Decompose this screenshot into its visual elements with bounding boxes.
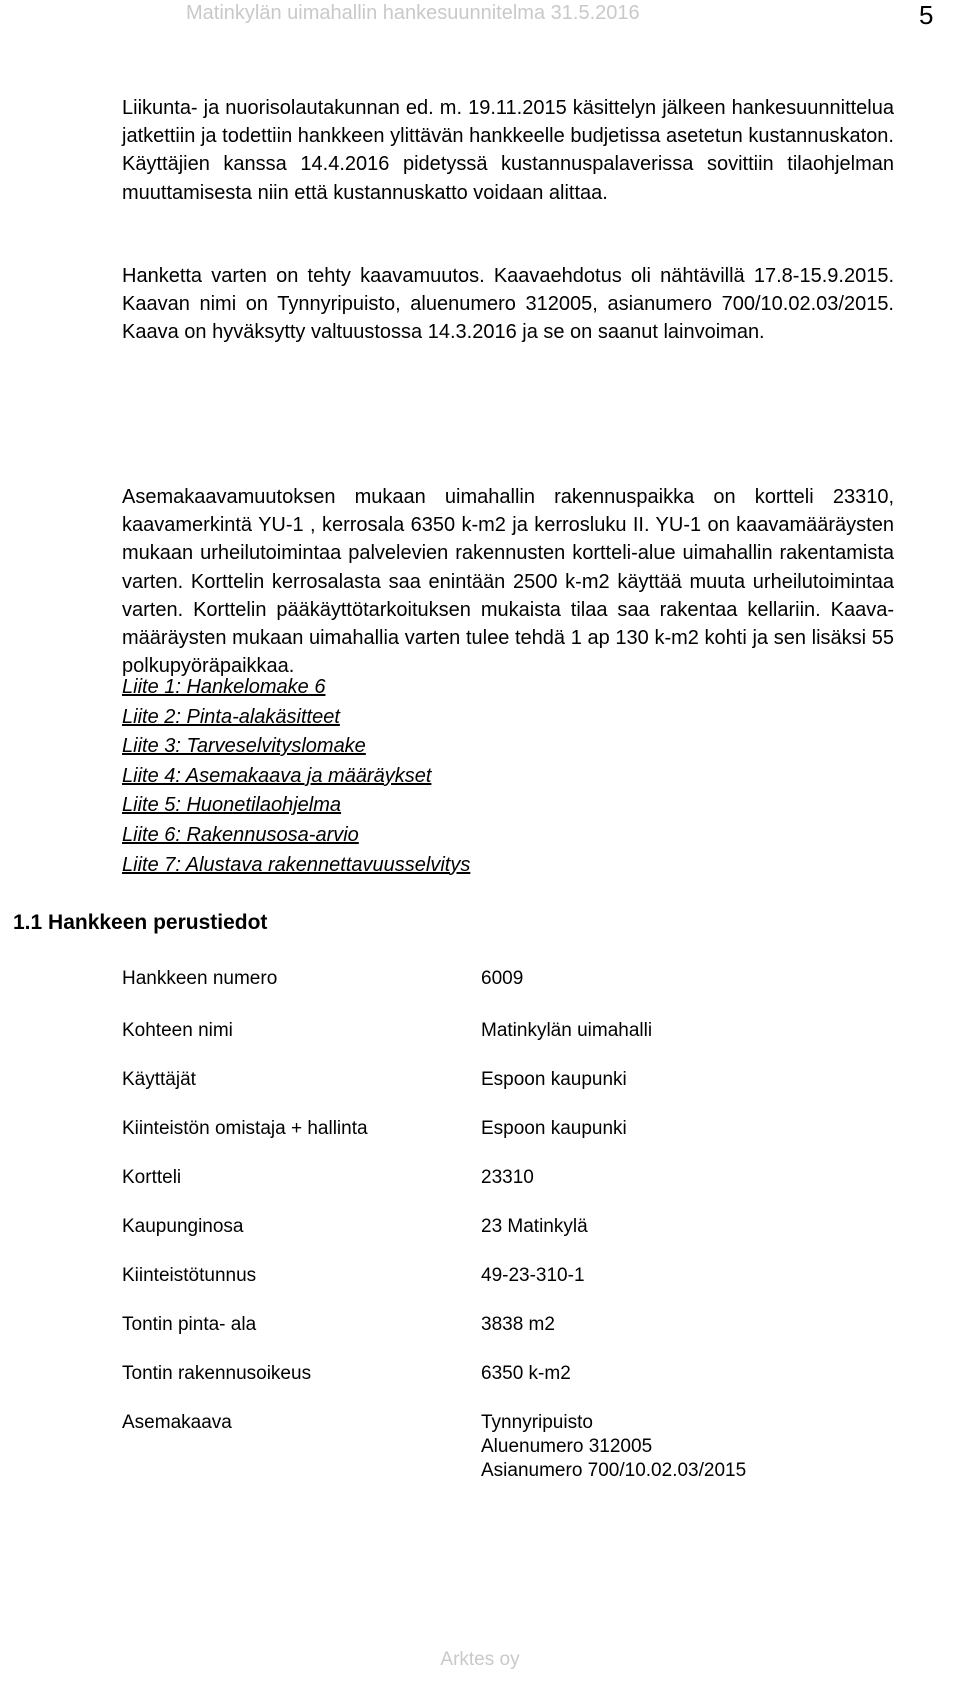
attachment-link-7[interactable]: Liite 7: Alustava rakennettavuusselvitys (122, 853, 471, 876)
info-label: Kiinteistön omistaja + hallinta (122, 1118, 368, 1139)
page-number: 5 (919, 0, 934, 30)
info-value: 23310 (481, 1167, 534, 1188)
info-label: Käyttäjät (122, 1069, 196, 1090)
info-label: Hankkeen numero (122, 968, 278, 989)
info-label: Asemakaava (122, 1412, 232, 1433)
info-label: Kohteen nimi (122, 1020, 233, 1041)
info-label: Tontin rakennusoikeus (122, 1363, 312, 1384)
attachment-link-4[interactable]: Liite 4: Asemakaava ja määräykset (122, 764, 432, 787)
attachment-link-3[interactable]: Liite 3: Tarveselvityslomake (122, 735, 366, 758)
info-value: 6350 k-m2 (481, 1363, 571, 1384)
info-label: Tontin pinta- ala (122, 1314, 257, 1335)
info-value-area-number: Aluenumero 312005 (481, 1436, 653, 1457)
page-footer: Arktes oy (440, 1649, 520, 1670)
info-label: Kortteli (122, 1167, 182, 1188)
attachment-link-5[interactable]: Liite 5: Huonetilaohjelma (122, 794, 342, 817)
info-value: 49-23-310-1 (481, 1265, 585, 1286)
attachment-link-1[interactable]: Liite 1: Hankelomake 6 (122, 676, 326, 698)
paragraph-zoning-change: Hanketta varten on tehty kaavamuutos. Kaavaehdotus oli nähtävillä 17.8-15.9.2015. Kaavan nimi on Tynnyripuisto, aluenumero 312005, asianumero 700/10.02.03/2015. Kaava on hyväksytty valtuustossa 14.3.2016 ja se on saanut lainvoiman. (122, 265, 894, 344)
page-header (0, 0, 960, 50)
info-value: Matinkylän uimahalli (481, 1020, 653, 1041)
attachment-link-6[interactable]: Liite 6: Rakennusosa-arvio (122, 823, 359, 846)
info-value: 3838 m2 (481, 1314, 555, 1335)
attachment-link-2[interactable]: Liite 2: Pinta-alakäsitteet (122, 705, 340, 728)
info-label: Kaupunginosa (122, 1216, 244, 1237)
info-value: Espoon kaupunki (481, 1069, 627, 1090)
attachment-list (122, 673, 470, 880)
paragraph-zoning-rules: Asemakaavamuutoksen mukaan uimahallin rakennuspaikka on kortteli 23310, kaavamerkintä YU-1 , kerrosala 6350 k-m2 ja kerrosluku II. YU-1 on kaavamääräysten mukaan urheilutoimintaa palvelevien rakennusten kortteli-alue uimahallin rakentamista varten. Korttelin kerrosalasta saa enintään 2500 k-m2 käyttää muuta urheilutoimintaa varten. Korttelin pääkäyttötarkoituksen mukaista tilaa saa rakentaa kellariin. Kaava-määräysten mukaan uimahallia varten tulee tehdä 1 ap 130 k-m2 kohti ja sen lisäksi 55 polkupyöräpaikkaa. (122, 486, 894, 678)
info-value: 23 Matinkylä (481, 1216, 588, 1237)
info-label: Kiinteistötunnus (122, 1265, 257, 1286)
document-title: Matinkylän uimahallin hankesuunnitelma 31.5.2016 (186, 2, 640, 24)
section-heading: 1.1 Hankkeen perustiedot (13, 911, 268, 934)
info-value: Tynnyripuisto (481, 1412, 593, 1433)
paragraph-budget: Liikunta- ja nuorisolautakunnan ed. m. 19.11.2015 käsittelyn jälkeen hankesuunnittelua jatkettiin ja todettiin hankkeen ylittävän hankkeelle budjetissa asetetun kustannuskaton. Käyttäjien kanssa 14.4.2016 pidetyssä kustannuspalaverissa sovittiin tilaohjelman muuttamisesta niin että kustannuskatto voidaan alittaa. (122, 97, 894, 204)
info-value: 6009 (481, 968, 524, 989)
info-value-case-number: Asianumero 700/10.02.03/2015 (481, 1460, 747, 1481)
info-value: Espoon kaupunki (481, 1118, 627, 1139)
